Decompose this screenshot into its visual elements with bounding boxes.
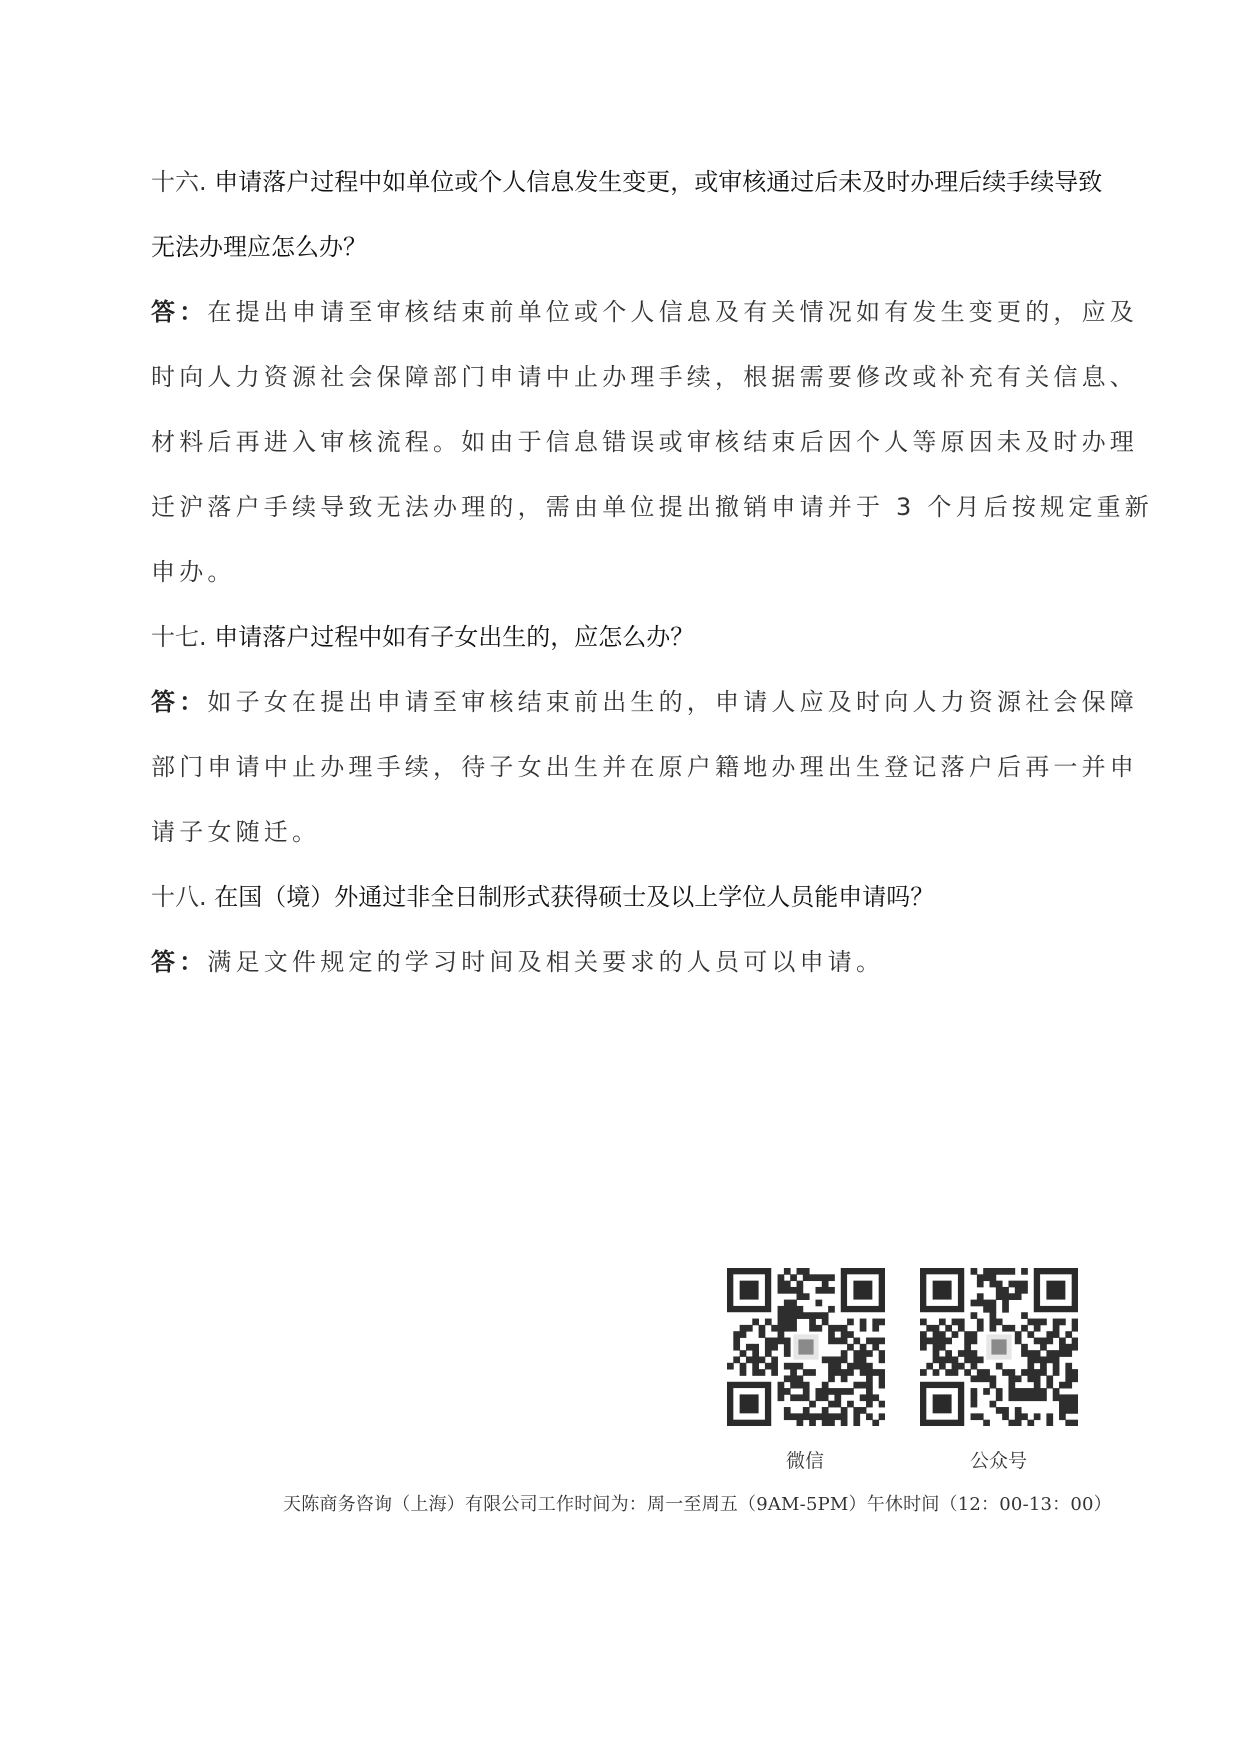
answer-text: 满足文件规定的学习时间及相关要求的人员可以申请。 [207,948,885,976]
faq-item-18 [151,865,1091,995]
answer-line: 材料后再进入审核流程。如由于信息错误或审核结束后因个人等原因未及时办理 [151,428,1138,456]
answer-label: 答： [151,688,208,716]
wechat-qr-code-icon [727,1268,885,1426]
answer-line [151,670,1139,735]
answer-line: 时向人力资源社会保障部门申请中止办理手续，根据需要修改或补充有关信息、 [151,363,1138,391]
faq-item-17 [151,605,1139,865]
question-number: 十七. [151,623,215,651]
answer-line: 迁沪落户手续导致无法办理的，需由单位提出撤销申请并于 3 个月后按规定重新 [151,493,1153,521]
answer-line: 部门申请中止办理手续，待子女出生并在原户籍地办理出生登记落户后再一并申 [151,753,1138,781]
answer-label: 答： [151,298,208,326]
question-number: 十六. [151,168,215,196]
footer-business-hours: 天陈商务咨询（上海）有限公司工作时间为：周一至周五（9AM-5PM）午休时间（12：00-13：00） [283,1494,1112,1515]
answer-text: 如子女在提出申请至审核结束前出生的，申请人应及时向人力资源社会保障 [207,688,1139,716]
faq-content [151,150,1153,995]
question-text-line: 申请落户过程中如单位或个人信息发生变更，或审核通过后未及时办理后续手续导致 [214,168,1103,196]
qr-label-wechat: 微信 [786,1450,825,1472]
qr-label-official-account: 公众号 [970,1450,1028,1472]
answer-line [151,280,1139,345]
answer-block [151,670,1139,865]
question-text-line: 无法办理应怎么办？ [151,233,367,261]
question-number: 十八. [151,883,215,911]
answer-text: 在提出申请至审核结束前单位或个人信息及有关情况如有发生变更的，应及 [207,298,1139,326]
question-heading [151,865,1091,930]
question-heading [151,605,1091,670]
question-heading [151,150,1103,215]
answer-line [151,930,1091,995]
faq-item-16 [151,150,1153,605]
answer-block [151,280,1153,605]
answer-label: 答： [151,948,208,976]
answer-line: 申办。 [151,558,236,586]
answer-line: 请子女随迁。 [151,818,321,846]
question-text-line: 申请落户过程中如有子女出生的，应怎么办？ [214,623,695,651]
official-account-qr-code-icon [920,1268,1078,1426]
question-text-line: 在国（境）外通过非全日制形式获得硕士及以上学位人员能申请吗？ [214,883,935,911]
answer-block [151,930,1091,995]
